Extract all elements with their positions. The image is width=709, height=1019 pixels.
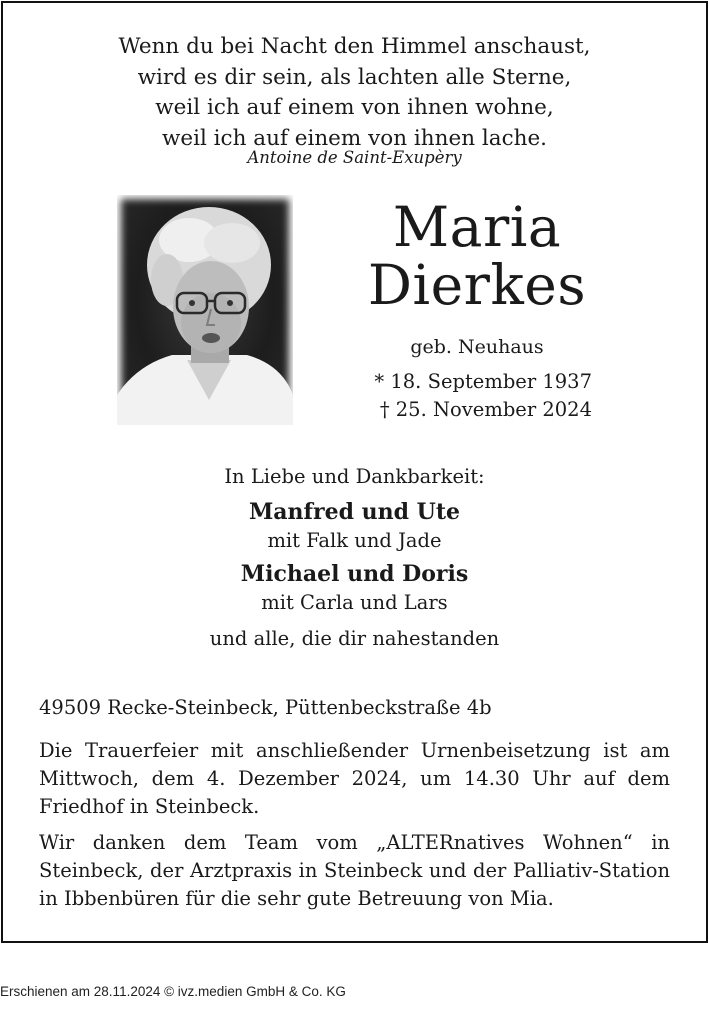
maiden-name: geb. Neuhaus (410, 336, 544, 358)
deceased-name (362, 195, 592, 317)
family-members: mit Carla und Lars (261, 591, 448, 614)
thanks-note: Wir danken dem Team vom „ALTERnatives Wohnen“ in Steinbeck, der Arztpraxis in Steinbeck und der Palliativ-Station in Ibbenbüren für die sehr gute Betreuung von Mia. (39, 831, 670, 910)
life-dates (362, 368, 592, 424)
poem-line: Wenn du bei Nacht den Himmel anschaust, (118, 34, 591, 59)
poem-line: wird es dir sein, als lachten alle Sterne, (137, 64, 572, 90)
poem-author: Antoine de Saint-Exupèry (247, 148, 462, 167)
address: 49509 Recke-Steinbeck, Püttenbeckstraße 4b (39, 696, 492, 719)
mourners-section (0, 463, 709, 653)
family-name: Manfred und Ute (248, 499, 461, 525)
poem-line: weil ich auf einem von ihnen lache. (161, 125, 548, 151)
mourners-others: und alle, die dir nahestanden (209, 627, 500, 650)
poem (0, 32, 709, 154)
family-name: Michael und Doris (240, 561, 469, 587)
publication-footer: Erschienen am 28.11.2024 © ivz.medien GmbH & Co. KG (0, 984, 346, 999)
birth-date: * 18. September 1937 (374, 370, 592, 393)
mourners-intro: In Liebe und Dankbarkeit: (224, 465, 485, 488)
family-members: mit Falk und Jade (267, 529, 442, 552)
portrait-photo (117, 195, 293, 425)
death-date: † 25. November 2024 (379, 398, 592, 421)
first-name: Maria (392, 195, 562, 259)
last-name: Dierkes (367, 253, 587, 317)
funeral-info: Die Trauerfeier mit anschließender Urnenbeisetzung ist am Mittwoch, dem 4. Dezember 2024, um 14.30 Uhr auf dem Friedhof in Steinbeck. (39, 739, 670, 818)
poem-line: weil ich auf einem von ihnen wohne, (155, 95, 554, 120)
